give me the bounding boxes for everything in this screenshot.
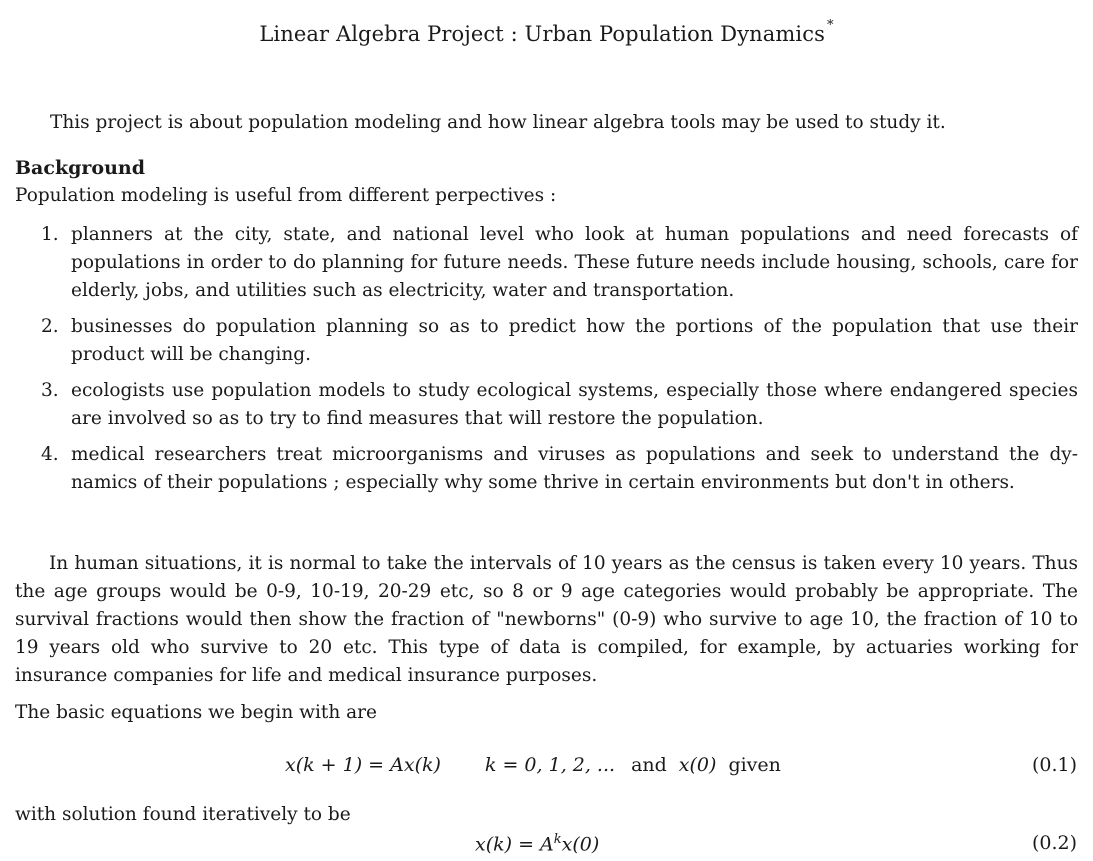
- equation-0-1-lhs: x(k + 1) = Ax(k): [285, 754, 441, 776]
- basic-equations-lead: The basic equations we begin with are: [15, 702, 377, 723]
- list-item-number: 1.: [41, 224, 59, 245]
- list-item: [15, 313, 1078, 369]
- equation-0-1-conj: and: [631, 754, 667, 776]
- title-text: Linear Algebra Project : Urban Population Dynamics: [259, 22, 825, 46]
- list-item: [15, 221, 1078, 305]
- equation-0-2-tail: x(0): [561, 833, 600, 856]
- solution-lead: with solution found iteratively to be: [15, 804, 351, 825]
- background-heading: Background: [15, 157, 145, 179]
- list-item: [15, 377, 1078, 433]
- equation-0-2: [475, 832, 599, 855]
- equation-0-2-exponent: k: [553, 832, 562, 847]
- equation-0-2-text: x(k) = A: [475, 833, 554, 856]
- list-item-text: medical researchers treat microorganisms and viruses as populations and seek to understand the dy-namics of their populations ; especially why some thrive in certain environments but don't in others.: [71, 444, 1078, 493]
- list-item-text: businesses do population planning so as to predict how the portions of the population that use their product will be changing.: [71, 316, 1078, 365]
- paper-title: [0, 18, 1093, 46]
- equation-0-1-given-term: x(0): [678, 754, 717, 776]
- list-item: [15, 441, 1078, 497]
- intro-paragraph: This project is about population modeling and how linear algebra tools may be used to study it.: [50, 112, 946, 133]
- census-paragraph: In human situations, it is normal to take the intervals of 10 years as the census is taken every 10 years. Thus the age groups would be 0-9, 10-19, 20-29 etc, so 8 or 9 age categories would probably be appropriate. The survival fractions would then show the fraction of "newborns" (0-9) who survive to age 10, the fraction of 10 to 19 years old who survive to 20 etc. This type of data is compiled, for example, by actuaries working for insurance companies for life and medical insurance purposes.: [15, 553, 1078, 686]
- equation-number-0-2: (0.2): [1031, 832, 1077, 854]
- list-item-number: 2.: [41, 316, 59, 337]
- title-footnote-mark: *: [826, 18, 834, 33]
- equation-0-1: [285, 754, 781, 776]
- equation-number-0-1: (0.1): [1031, 754, 1077, 776]
- equation-0-1-given: given: [728, 754, 781, 776]
- perspectives-list: [15, 221, 1078, 505]
- list-item-number: 4.: [41, 444, 59, 465]
- background-lead: Population modeling is useful from different perpectives :: [15, 185, 557, 206]
- equation-0-1-range: k = 0, 1, 2, ...: [484, 754, 616, 776]
- list-item-text: ecologists use population models to study ecological systems, especially those where endangered species are involved so as to try to find measures that will restore the population.: [71, 380, 1078, 429]
- list-item-text: planners at the city, state, and national level who look at human populations and need forecasts of populations in order to do planning for future needs. These future needs include housing, schools, care for elderly, jobs, and utilities such as electricity, water and transportation.: [71, 224, 1078, 301]
- list-item-number: 3.: [41, 380, 59, 401]
